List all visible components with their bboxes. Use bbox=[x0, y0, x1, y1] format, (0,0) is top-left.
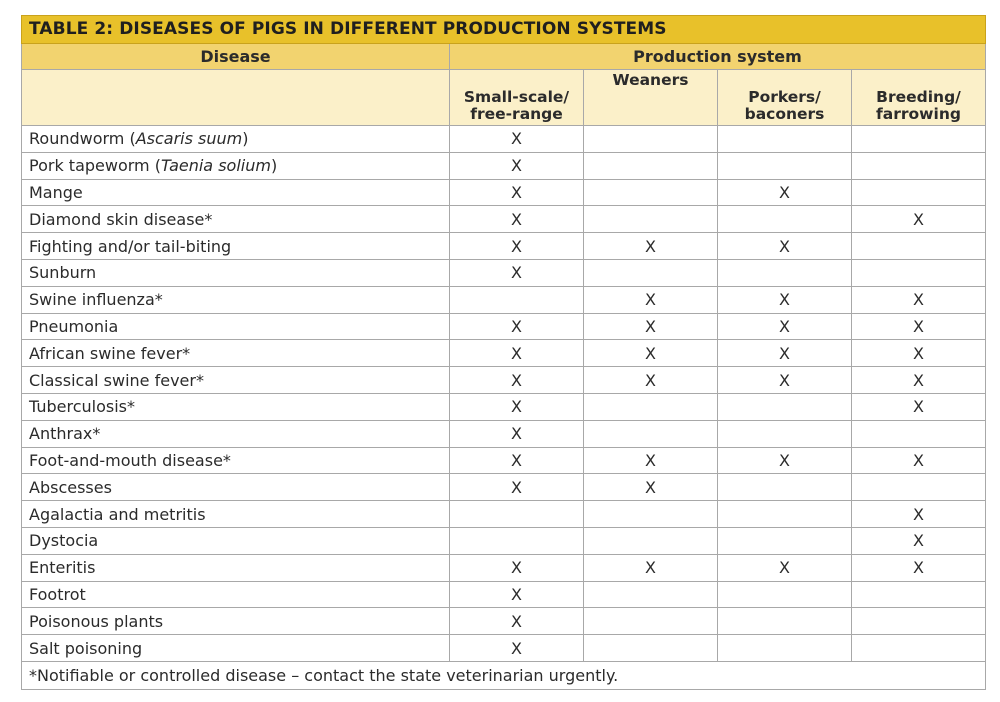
table-row bbox=[22, 286, 986, 313]
mark-cell: X bbox=[584, 474, 718, 501]
column-header-line: baconers bbox=[744, 105, 825, 123]
disease-name: Classical swine fever* bbox=[22, 367, 450, 394]
mark-cell: X bbox=[852, 286, 986, 313]
disease-name: Tuberculosis* bbox=[22, 393, 450, 420]
table-row bbox=[22, 179, 986, 206]
mark-cell bbox=[852, 259, 986, 286]
column-header-small-scale bbox=[450, 70, 584, 126]
mark-cell bbox=[584, 581, 718, 608]
mark-cell: X bbox=[852, 393, 986, 420]
table-row bbox=[22, 393, 986, 420]
mark-cell: X bbox=[450, 313, 584, 340]
diseases-table bbox=[21, 15, 986, 690]
mark-cell: X bbox=[584, 340, 718, 367]
mark-cell bbox=[718, 393, 852, 420]
disease-name: Pork tapeworm (Taenia solium) bbox=[22, 152, 450, 179]
mark-cell bbox=[852, 233, 986, 260]
mark-cell bbox=[450, 501, 584, 528]
mark-cell bbox=[584, 420, 718, 447]
mark-cell: X bbox=[852, 367, 986, 394]
disease-name: Sunburn bbox=[22, 259, 450, 286]
mark-cell bbox=[718, 126, 852, 153]
disease-name: Pneumonia bbox=[22, 313, 450, 340]
mark-cell: X bbox=[718, 286, 852, 313]
disease-name: Dystocia bbox=[22, 527, 450, 554]
mark-cell: X bbox=[718, 447, 852, 474]
mark-cell bbox=[584, 608, 718, 635]
disease-scientific-name: Ascaris suum bbox=[135, 129, 243, 149]
column-header-line: Weaners bbox=[612, 71, 689, 89]
table-row bbox=[22, 608, 986, 635]
mark-cell bbox=[852, 179, 986, 206]
mark-cell bbox=[852, 635, 986, 662]
mark-cell bbox=[584, 206, 718, 233]
disease-subheader-blank bbox=[22, 70, 450, 126]
disease-name: Mange bbox=[22, 179, 450, 206]
footnote: *Notifiable or controlled disease – contact the state veterinarian urgently. bbox=[22, 661, 986, 689]
disease-name: Agalactia and metritis bbox=[22, 501, 450, 528]
mark-cell bbox=[584, 126, 718, 153]
mark-cell bbox=[852, 152, 986, 179]
mark-cell bbox=[718, 635, 852, 662]
disease-name: Fighting and/or tail-biting bbox=[22, 233, 450, 260]
table-row bbox=[22, 259, 986, 286]
mark-cell: X bbox=[718, 554, 852, 581]
mark-cell bbox=[852, 420, 986, 447]
disease-name: Diamond skin disease* bbox=[22, 206, 450, 233]
mark-cell bbox=[584, 527, 718, 554]
mark-cell: X bbox=[852, 340, 986, 367]
mark-cell: X bbox=[584, 447, 718, 474]
table-row bbox=[22, 340, 986, 367]
column-header-line: farrowing bbox=[876, 105, 961, 123]
disease-name: Enteritis bbox=[22, 554, 450, 581]
mark-cell: X bbox=[584, 313, 718, 340]
disease-name: Anthrax* bbox=[22, 420, 450, 447]
mark-cell bbox=[718, 527, 852, 554]
mark-cell: X bbox=[852, 206, 986, 233]
mark-cell bbox=[718, 501, 852, 528]
mark-cell bbox=[852, 581, 986, 608]
mark-cell bbox=[584, 393, 718, 420]
column-header-porkers bbox=[718, 70, 852, 126]
mark-cell: X bbox=[718, 313, 852, 340]
table-row bbox=[22, 635, 986, 662]
mark-cell bbox=[584, 152, 718, 179]
mark-cell: X bbox=[450, 635, 584, 662]
mark-cell bbox=[450, 286, 584, 313]
column-header-line: Small-scale/ bbox=[463, 88, 570, 106]
mark-cell: X bbox=[450, 474, 584, 501]
table-row bbox=[22, 527, 986, 554]
mark-cell: X bbox=[450, 152, 584, 179]
disease-name: Salt poisoning bbox=[22, 635, 450, 662]
mark-cell: X bbox=[584, 286, 718, 313]
column-header-line: Porkers/ bbox=[748, 88, 821, 106]
mark-cell: X bbox=[450, 340, 584, 367]
disease-column-header: Disease bbox=[22, 44, 450, 70]
mark-cell: X bbox=[852, 313, 986, 340]
mark-cell bbox=[852, 474, 986, 501]
column-header-weaners bbox=[584, 70, 718, 126]
table-row bbox=[22, 367, 986, 394]
table-title: TABLE 2: DISEASES OF PIGS IN DIFFERENT PRODUCTION SYSTEMS bbox=[22, 16, 986, 44]
table-row bbox=[22, 313, 986, 340]
disease-name: Footrot bbox=[22, 581, 450, 608]
disease-name: Foot-and-mouth disease* bbox=[22, 447, 450, 474]
mark-cell: X bbox=[450, 554, 584, 581]
table-row bbox=[22, 126, 986, 153]
table-row bbox=[22, 233, 986, 260]
disease-name: Poisonous plants bbox=[22, 608, 450, 635]
table-row bbox=[22, 474, 986, 501]
mark-cell: X bbox=[450, 206, 584, 233]
mark-cell bbox=[584, 635, 718, 662]
disease-name: African swine fever* bbox=[22, 340, 450, 367]
mark-cell: X bbox=[584, 233, 718, 260]
mark-cell: X bbox=[450, 420, 584, 447]
table-row bbox=[22, 420, 986, 447]
mark-cell bbox=[718, 608, 852, 635]
production-system-header: Production system bbox=[450, 44, 986, 70]
mark-cell: X bbox=[450, 581, 584, 608]
mark-cell bbox=[718, 152, 852, 179]
disease-name: Abscesses bbox=[22, 474, 450, 501]
disease-name: Roundworm (Ascaris suum) bbox=[22, 126, 450, 153]
column-header-breeding bbox=[852, 70, 986, 126]
mark-cell bbox=[450, 527, 584, 554]
mark-cell: X bbox=[450, 126, 584, 153]
mark-cell: X bbox=[584, 554, 718, 581]
disease-scientific-name: Taenia solium bbox=[160, 156, 271, 176]
column-header-line: Breeding/ bbox=[876, 88, 961, 106]
mark-cell bbox=[584, 501, 718, 528]
mark-cell: X bbox=[718, 179, 852, 206]
mark-cell bbox=[718, 420, 852, 447]
mark-cell: X bbox=[450, 367, 584, 394]
table-row bbox=[22, 152, 986, 179]
mark-cell bbox=[718, 206, 852, 233]
mark-cell: X bbox=[450, 447, 584, 474]
mark-cell bbox=[584, 179, 718, 206]
mark-cell: X bbox=[584, 367, 718, 394]
table-row bbox=[22, 581, 986, 608]
table-row bbox=[22, 206, 986, 233]
disease-name: Swine influenza* bbox=[22, 286, 450, 313]
mark-cell bbox=[718, 581, 852, 608]
mark-cell: X bbox=[852, 554, 986, 581]
mark-cell bbox=[584, 259, 718, 286]
mark-cell: X bbox=[450, 393, 584, 420]
mark-cell: X bbox=[852, 501, 986, 528]
table-row bbox=[22, 501, 986, 528]
mark-cell bbox=[852, 126, 986, 153]
mark-cell bbox=[718, 474, 852, 501]
mark-cell: X bbox=[450, 233, 584, 260]
column-header-line: free-range bbox=[470, 105, 563, 123]
mark-cell: X bbox=[852, 527, 986, 554]
table-row bbox=[22, 447, 986, 474]
mark-cell: X bbox=[450, 608, 584, 635]
mark-cell: X bbox=[450, 179, 584, 206]
table-row bbox=[22, 554, 986, 581]
mark-cell bbox=[718, 259, 852, 286]
mark-cell: X bbox=[718, 340, 852, 367]
mark-cell: X bbox=[718, 233, 852, 260]
mark-cell: X bbox=[718, 367, 852, 394]
table-body bbox=[22, 126, 986, 662]
mark-cell: X bbox=[852, 447, 986, 474]
mark-cell: X bbox=[450, 259, 584, 286]
mark-cell bbox=[852, 608, 986, 635]
